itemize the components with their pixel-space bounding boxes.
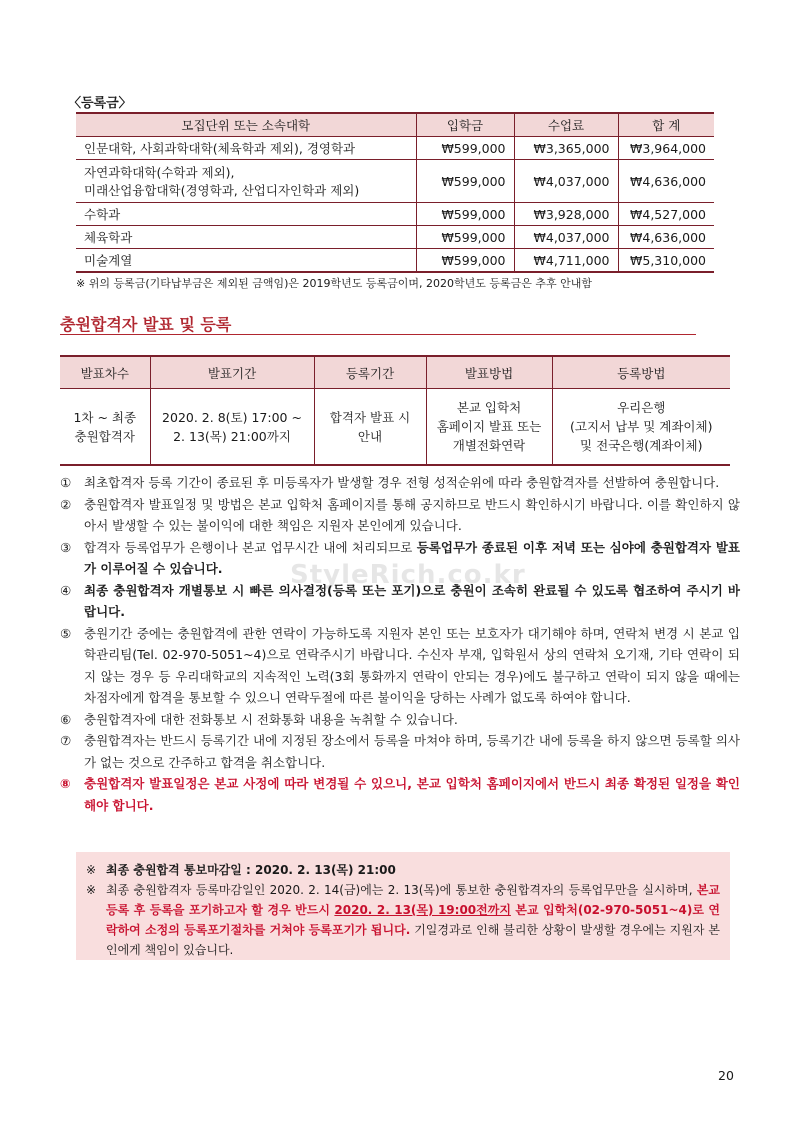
period-line1: 2020. 2. 8(토) 17:00 ~ — [162, 409, 302, 425]
header-round: 발표차수 — [60, 356, 150, 389]
notice-marker: ※ — [86, 883, 97, 897]
note-item — [60, 472, 740, 494]
round-line1: 1차 ~ 최종 — [73, 409, 137, 425]
fee-admission: ₩599,000 — [416, 249, 514, 273]
fee-header-row — [76, 113, 714, 137]
note-text: 최초합격자 등록 기간이 종료된 후 미등록자가 발생할 경우 전형 성적순위에 따라 충원합격자를 선발하여 충원합니다. — [84, 475, 720, 490]
fee-row — [76, 203, 714, 226]
header-announce-method: 발표방법 — [426, 356, 552, 389]
fee-total: ₩5,310,000 — [618, 249, 714, 273]
note-item — [60, 580, 740, 623]
note-item — [60, 494, 740, 537]
reg-line1: 합격자 발표 시 — [329, 409, 411, 425]
fee-tuition: ₩3,365,000 — [514, 137, 618, 160]
fee-admission: ₩599,000 — [416, 137, 514, 160]
method-line2: 홈페이지 발표 또는 — [436, 419, 542, 434]
notice-deadline: 2020. 2. 13(목) 19:00전까지 — [334, 903, 511, 917]
method-line1: 본교 입학처 — [456, 400, 522, 415]
notice-text-normal: 기일경과로 인해 불리한 상황이 발생할 경우에는 지원자 본인에게 책임이 있습니다. — [106, 923, 720, 957]
pay-line3: 및 전국은행(계좌이체) — [580, 438, 703, 453]
fee-unit — [76, 160, 416, 203]
pay-line2: (고지서 납부 및 계좌이체) — [570, 419, 713, 434]
round-line2: 충원합격자 — [74, 428, 135, 444]
reg-line2: 안내 — [357, 428, 383, 444]
fee-header-total: 합 계 — [618, 113, 714, 137]
section-divider — [60, 334, 696, 335]
note-text: 충원합격자 발표일정은 본교 사정에 따라 변경될 수 있으니, 본교 입학처 홈페이지에서 반드시 최종 확정된 일정을 확인해야 합니다. — [84, 776, 740, 813]
fee-total: ₩4,636,000 — [618, 226, 714, 249]
fee-header-admission: 입학금 — [416, 113, 514, 137]
page-number: 20 — [718, 1068, 734, 1083]
note-text — [84, 537, 740, 580]
note-item — [60, 709, 740, 731]
note-text: 충원합격자 발표일정 및 방법은 본교 입학처 홈페이지를 통해 공지하므로 반드시 확인하시기 바랍니다. 이를 확인하지 않아서 발생할 수 있는 불이익에 대한 책임은 지원자 본인에게 있습니다. — [84, 496, 740, 533]
note-text: 충원합격자는 반드시 등록기간 내에 지정된 장소에서 등록을 마쳐야 하며, 등록기간 내에 등록을 하지 않으면 등록할 의사가 없는 것으로 간주하고 합격을 취소합니다. — [84, 733, 740, 770]
cell-registration-period — [314, 389, 426, 466]
section-title: 충원합격자 발표 및 등록 — [60, 315, 232, 334]
header-period: 발표기간 — [150, 356, 314, 389]
note-text: 충원합격자에 대한 전화통보 시 전화통화 내용을 녹취할 수 있습니다. — [84, 711, 458, 727]
note-text: 충원기간 중에는 충원합격에 관한 연락이 가능하도록 지원자 본인 또는 보호자가 대기해야 하며, 연락처 변경 시 본교 입학관리팀(Tel. 02-970-5051~4)으로 연락주시기 바랍니다. 수신자 부재, 입학원서 상의 연락처 오기재, 기타 연락이 되지 않는 경우 등 우리대학교의 지속적인 노력(3회 통화까지 연락이 안되는 경우)에도 불구하고 연락이 되지 않을 때에는 차점자에게 합격을 통보할 수 있으니 연락두절에 따른 불이익을 당하는 사례가 없도록 하여야 합니다. — [84, 625, 740, 705]
fee-footnote: ※ 위의 등록금(기타납부금은 제외된 금액임)은 2019학년도 등록금이며, 2020학년도 등록금은 추후 안내함 — [76, 277, 593, 290]
period-line2: 2. 13(목) 21:00까지 — [173, 428, 291, 444]
note-marker: ⑧ — [60, 776, 71, 791]
fee-admission: ₩599,000 — [416, 226, 514, 249]
header-registration-method: 등록방법 — [552, 356, 730, 389]
fee-unit: 미술계열 — [76, 249, 416, 273]
fee-unit: 수학과 — [76, 203, 416, 226]
note-marker: ③ — [60, 539, 72, 555]
fee-tuition: ₩3,928,000 — [514, 203, 618, 226]
note-marker: ④ — [60, 582, 72, 598]
fee-tuition: ₩4,711,000 — [514, 249, 618, 273]
notice-box — [76, 852, 730, 960]
cell-round — [60, 389, 150, 466]
note-text-bold: 등록업무가 종료된 이후 저녁 또는 심야에 충원합격자 발표가 이루어질 수 있습니다. — [84, 539, 740, 576]
cell-registration-method — [552, 389, 730, 466]
note-text-normal: 합격자 등록업무가 은행이나 본교 업무시간 내에 처리되므로 — [84, 539, 417, 555]
fee-unit-line1: 자연과학대학(수학과 제외), — [84, 165, 235, 180]
note-marker: ⑤ — [60, 625, 72, 641]
fee-header-tuition: 수업료 — [514, 113, 618, 137]
notice-marker: ※ — [86, 863, 97, 877]
notice-text-red: 본교 입학처(02-970-5051~4)로 연락하여 소정의 등록포기절차를 거쳐야 등록포기가 됩니다. — [106, 903, 720, 937]
announcement-header-row — [60, 356, 730, 389]
header-registration-period: 등록기간 — [314, 356, 426, 389]
note-item — [60, 773, 740, 816]
note-text: 최종 충원합격자 개별통보 시 빠른 의사결정(등록 또는 포기)으로 충원이 조속히 완료될 수 있도록 협조하여 주시기 바랍니다. — [84, 582, 740, 619]
notice-text-normal: 최종 충원합격자 등록마감일인 2020. 2. 14(금)에는 2. 13(목)에 통보한 충원합격자의 등록업무만을 실시하며, — [106, 883, 697, 897]
fee-section-title: 〈등록금〉 — [68, 96, 132, 111]
notice-item — [86, 860, 720, 880]
fee-table — [76, 112, 714, 273]
fee-unit: 인문대학, 사회과학대학(체육학과 제외), 경영학과 — [76, 137, 416, 160]
notice-item — [86, 880, 720, 960]
cell-announce-method — [426, 389, 552, 466]
fee-admission: ₩599,000 — [416, 203, 514, 226]
note-item — [60, 730, 740, 773]
fee-tuition: ₩4,037,000 — [514, 160, 618, 203]
note-marker: ⑦ — [60, 733, 72, 748]
announcement-row — [60, 389, 730, 466]
cell-period — [150, 389, 314, 466]
notice-text-red: 본교 등록 후 등록을 포기하고자 할 경우 반드시 — [106, 883, 720, 917]
fee-tuition: ₩4,037,000 — [514, 226, 618, 249]
note-item — [60, 537, 740, 580]
fee-row — [76, 160, 714, 203]
fee-header-unit: 모집단위 또는 소속대학 — [76, 113, 416, 137]
fee-admission: ₩599,000 — [416, 160, 514, 203]
fee-total: ₩4,527,000 — [618, 203, 714, 226]
note-marker: ⑥ — [60, 711, 72, 727]
fee-total: ₩4,636,000 — [618, 160, 714, 203]
note-item — [60, 623, 740, 709]
note-marker: ① — [60, 475, 72, 490]
note-marker: ② — [60, 496, 72, 512]
watermark-text: StyleRich.co.kr — [290, 560, 526, 590]
notice-text — [106, 880, 720, 960]
notes-list — [60, 472, 740, 816]
fee-row — [76, 226, 714, 249]
announcement-table — [60, 355, 730, 466]
fee-row — [76, 249, 714, 273]
fee-unit-line2: 미래산업융합대학(경영학과, 산업디자인학과 제외) — [84, 183, 360, 198]
fee-row — [76, 137, 714, 160]
notice-text: 최종 충원합격 통보마감일 : 2020. 2. 13(목) 21:00 — [106, 863, 396, 877]
pay-line1: 우리은행 — [617, 400, 666, 415]
fee-total: ₩3,964,000 — [618, 137, 714, 160]
method-line3: 개별전화연락 — [452, 438, 526, 453]
fee-unit: 체육학과 — [76, 226, 416, 249]
